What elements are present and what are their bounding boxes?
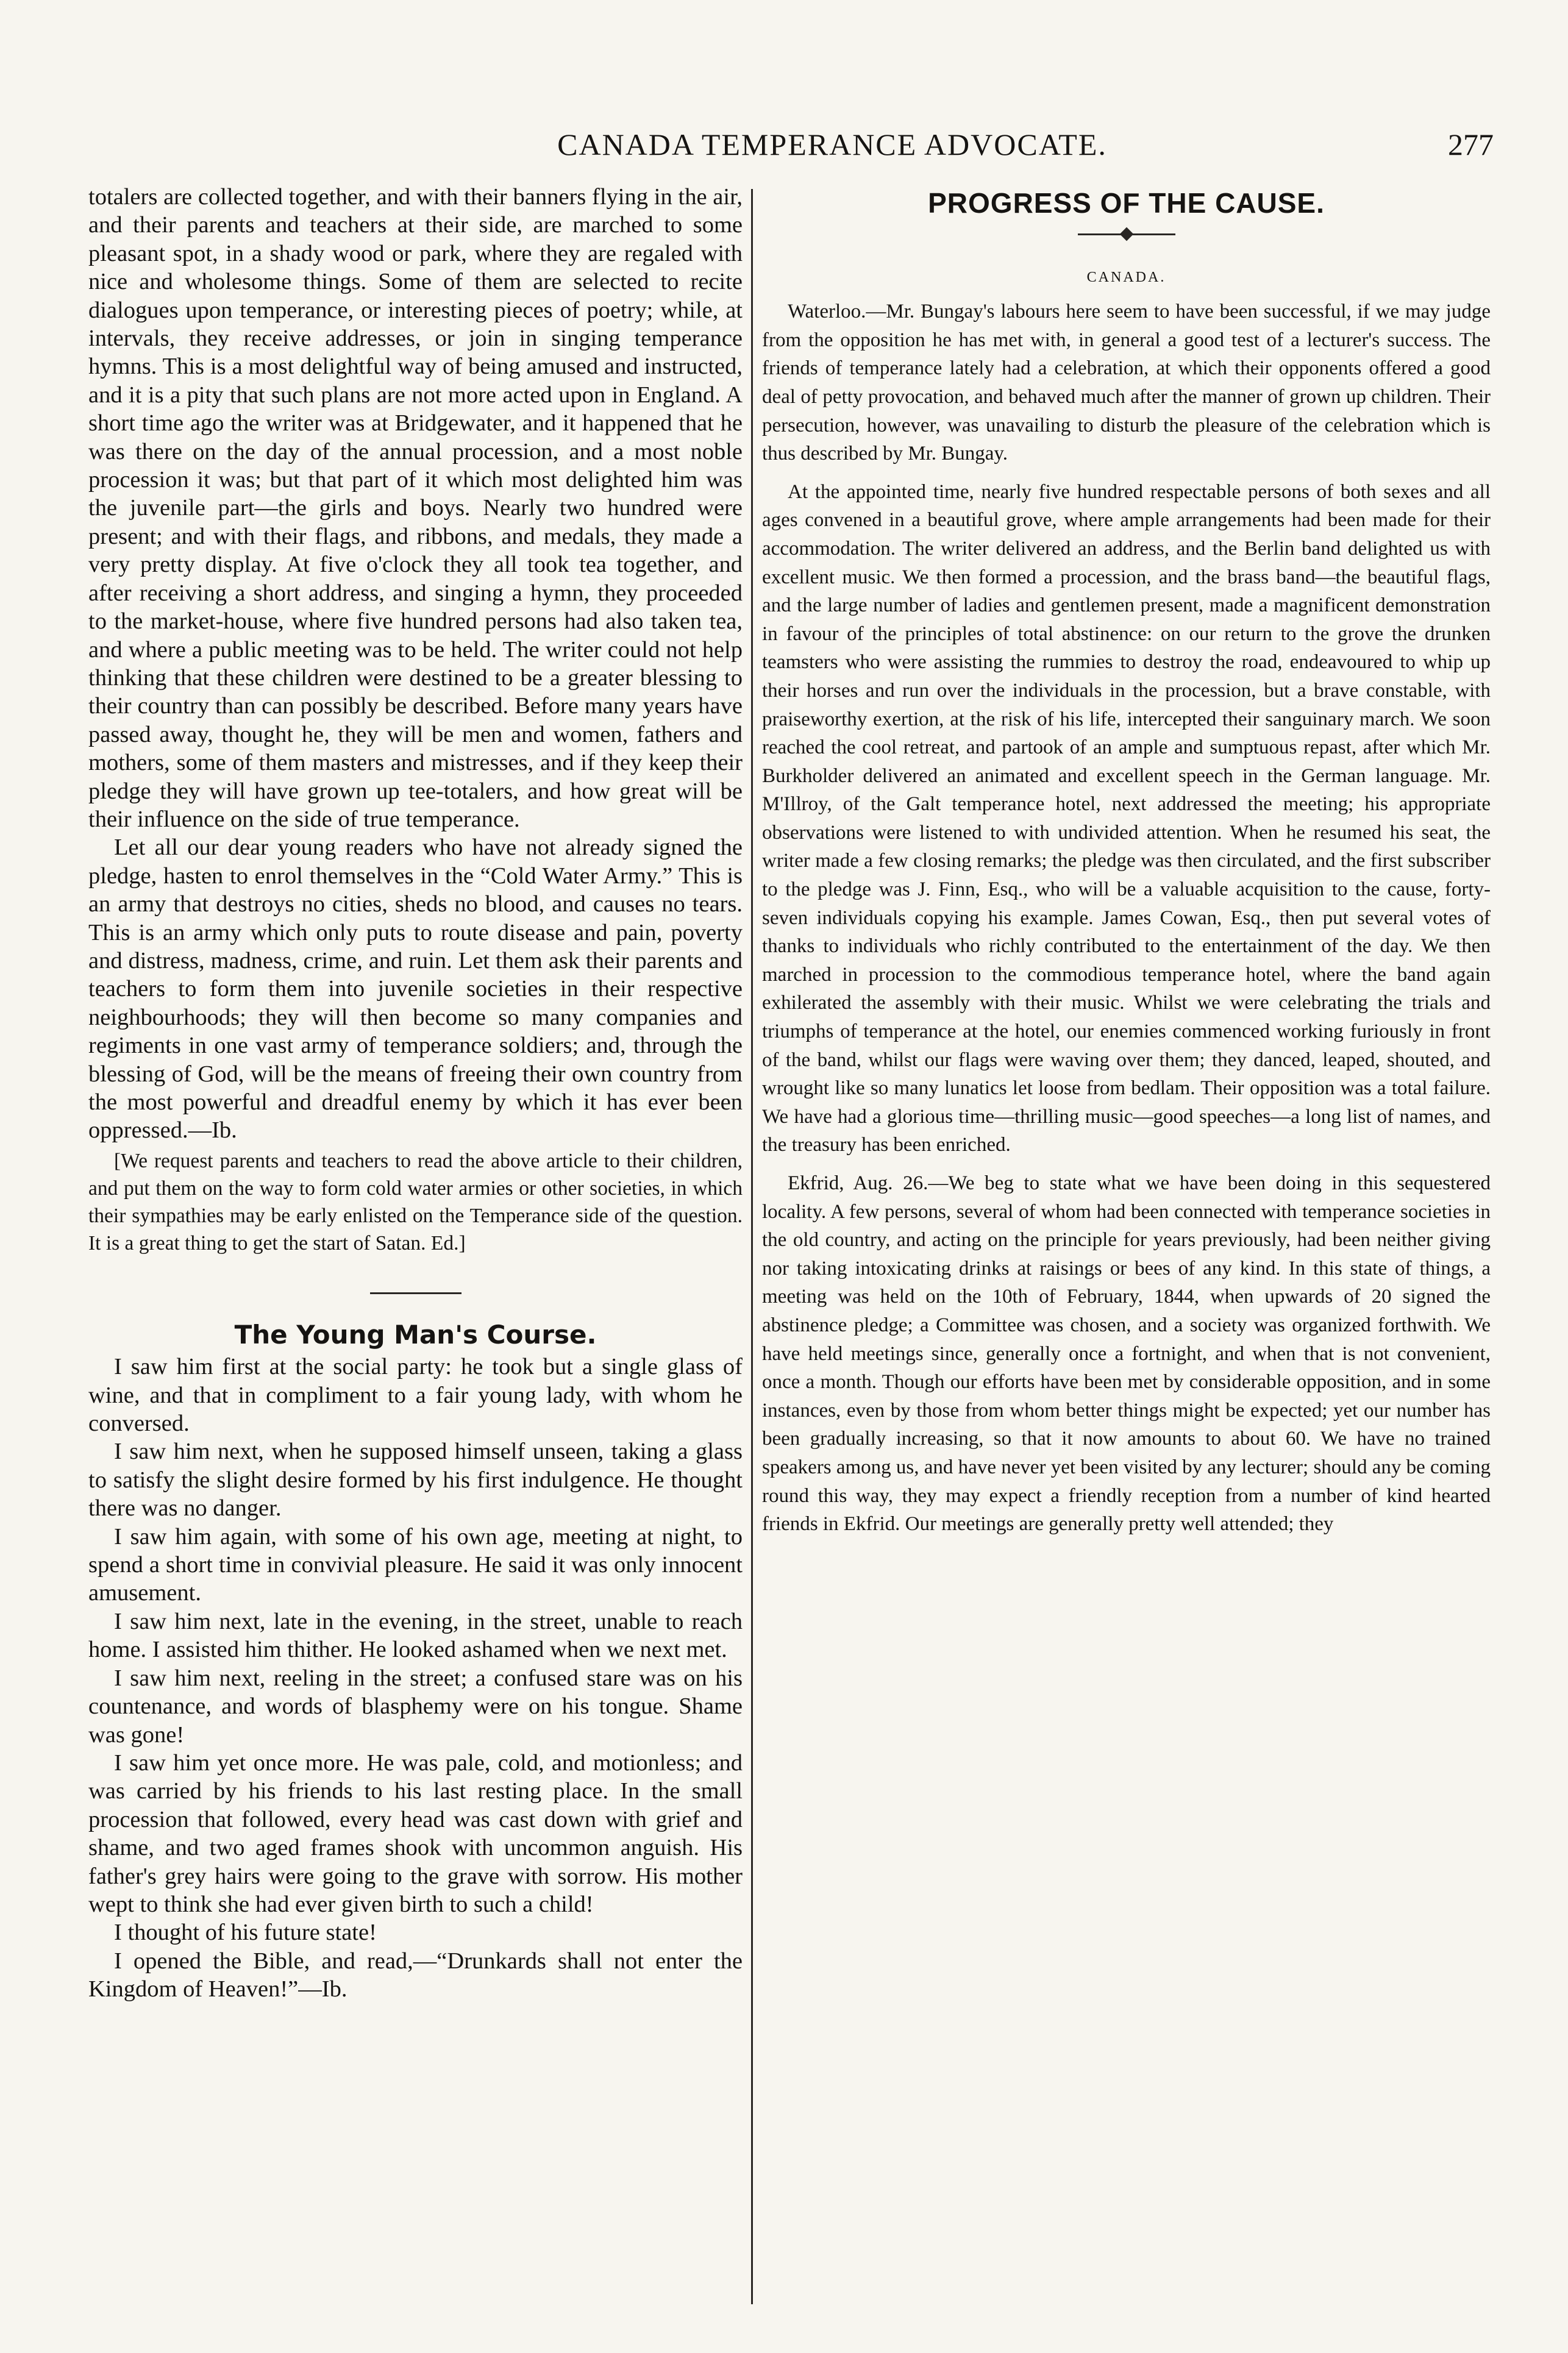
article-paragraph: I saw him next, reeling in the street; a confused stare was on his countenance, and words of blasphemy were on his tongue. Shame was gone!: [88, 1665, 743, 1748]
article-paragraph: At the appointed time, nearly five hundred respectable persons of both sexes and all ages convened in a beautiful grove, where ample arrangements had been made for their accommodation. The writer delivered an address, and the Berlin band delighted us with excellent music. We then formed a procession, and the brass band—the beautiful flags, and the large number of ladies and gentlemen present, made a magnificent demonstration in favour of the principles of total abstinence: on our return to the grove the drunken teamsters who were assisting the rummies to destroy the road, endeavoured to whip up their horses and run over the individuals in the procession, but a brave constable, with praiseworthy exertion, at the risk of his life, intercepted their sanguinary march. We soon reached the cool retreat, and partook of an ample and sumptuous repast, after which Mr. Burkholder delivered an animated and excellent speech in the German language. Mr. M'Illroy, of the Galt temperance hotel, next addressed the meeting; his appropriate observations were listened to with undivided attention. When he resumed his seat, the writer made a few closing remarks; the pledge was then circulated, and the first subscriber to the pledge was J. Finn, Esq., who will be a valuable acquisition to the cause, forty-seven individuals copying his example. James Cowan, Esq., then put several votes of thanks to individuals who richly contributed to the entertainment of the day. We then marched in procession to the commodious temperance hotel, where the band again exhilerated the assembly with their music. Whilst we were celebrating the trials and triumphs of temperance at the hotel, our enemies commenced working furiously in front of the band, whilst our flags were waving over them; they danced, leaped, shouted, and wrought like so many lunatics let loose from bedlam. Their opposition was a total failure. We have had a glorious time—thrilling music—good speeches—a long list of names, and the treasury has been enriched.: [762, 480, 1491, 1156]
ornament-rule: [1078, 233, 1175, 235]
article-paragraph: I thought of his future state!: [114, 1920, 377, 1946]
article-paragraph: I saw him yet once more. He was pale, cold, and motionless; and was carried by his friends to his last resting place. In the small procession that followed, every head was cast down with grief and shame, and two aged frames shook with uncommon anguish. His father's grey hairs were going to the grave with sorrow. His mother wept to think she had ever given birth to such a child!: [88, 1750, 743, 1917]
running-head: [171, 127, 1494, 165]
subsection-title: CANADA.: [1086, 269, 1166, 285]
article-paragraph: Waterloo.—Mr. Bungay's labours here seem to have been successful, if we may judge from the opposition he has met with, in general a good test of a lecturer's success. The friends of temperance lately had a celebration, at which their opponents offered a good deal of petty provocation, and behaved much after the manner of grown up children. Their persecution, however, was unavailing to disturb the pleasure of the celebration which is thus described by Mr. Bungay.: [762, 301, 1491, 465]
article-paragraph: I saw him next, when he supposed himself unseen, taking a glass to satisfy the slight desire formed by his first indulgence. He thought there was no danger.: [88, 1439, 743, 1522]
running-head-title: CANADA TEMPERANCE ADVOCATE.: [557, 127, 1107, 162]
article-paragraph: Ekfrid, Aug. 26.—We beg to state what we have been doing in this sequestered locality. A few persons, several of whom had been connected with temperance societies in the old country, and acting on the principle for years previously, had been neither giving nor taking intoxicating drinks at raisings or bees of any kind. In this state of things, a meeting was held on the 10th of February, 1844, when upwards of 20 signed the abstinence pledge; a Committee was chosen, and a society was organized forthwith. We have held meetings since, generally once a fortnight, and when that is not convenient, once a month. Though our efforts have been met by considerable opposition, and in some instances, even by those from whom better things might be expected; yet our number has been gradually increasing, so that it now amounts to about 60. We have no trained speakers among us, and have never yet been visited by any lecturer; should any be coming round this way, they may expect a friendly reception from a number of kind hearted friends in Ekfrid. Our meetings are generally pretty well attended; they: [762, 1172, 1491, 1536]
article-title: The Young Man's Course.: [234, 1319, 597, 1350]
article-paragraph: I saw him first at the social party: he took but a single glass of wine, and that in compliment to a fair young lady, with whom he conversed.: [88, 1354, 743, 1437]
right-column: [762, 183, 1491, 2310]
article-paragraph: totalers are collected together, and with their banners flying in the air, and their parents and teachers at their side, are marched to some pleasant spot, in a shady wood or park, where they are regaled with nice and wholesome things. Some of them are selected to recite dialogues upon temperance, or interesting pieces of poetry; while, at intervals, they receive addresses, or join in singing temperance hymns. This is a most delightful way of being amused and instructed, and it is a pity that such plans are not more acted upon in England. A short time ago the writer was at Bridgewater, and it happened that he was there on the day of the annual procession, and a most noble procession it was; but that part of it which most delighted him was the juvenile part—the girls and boys. Nearly two hundred were present; and with their flags, and ribbons, and medals, they made a very pretty display. At five o'clock they all took tea together, and after receiving a short address, and singing a hymn, they proceeded to the market-house, where five hundred persons had also taken tea, and where a public meeting was to be held. The writer could not help thinking that these children were destined to be a greater blessing to their country than can possibly be described. Before many years have passed away, thought he, they will be men and women, fathers and mothers, some of them masters and mistresses, and if they keep their pledge they will have grown up tee-totalers, and how great will be their influence on the side of true temperance.: [88, 184, 743, 832]
article-paragraph: Let all our dear young readers who have not already signed the pledge, hasten to enrol themselves in the “Cold Water Army.” This is an army that destroys no cities, sheds no blood, and causes no tears. This is an army which only puts to route disease and pain, poverty and distress, madness, crime, and ruin. Let them ask their parents and teachers to form them into juvenile societies in their respective neighbourhoods; they will then become so many companies and regiments in one vast army of temperance soldiers; and, through the blessing of God, will be the means of freeing their own country from the most powerful and dreadful enemy by which it has ever been oppressed.—Ib.: [88, 835, 743, 1144]
editor-note: [We request parents and teachers to read the above article to their children, and put them on the way to form cold water armies or other societies, in which their sympathies may be early enlisted on the Temperance side of the question. It is a great thing to get the start of Satan. Ed.]: [88, 1149, 743, 1255]
column-divider: [751, 189, 753, 2304]
article-paragraph: I opened the Bible, and read,—“Drunkards shall not enter the Kingdom of Heaven!”—Ib.: [88, 1948, 743, 2002]
left-column: [88, 183, 743, 2310]
article-paragraph: I saw him again, with some of his own age, meeting at night, to spend a short time in convivial pleasure. He said it was only innocent amusement.: [88, 1523, 743, 1606]
page-number: 277: [1448, 127, 1494, 162]
section-title: PROGRESS OF THE CAUSE.: [928, 187, 1325, 219]
section-rule: [370, 1292, 461, 1294]
article-paragraph: I saw him next, late in the evening, in the street, unable to reach home. I assisted him thither. He looked ashamed when we next met.: [88, 1608, 743, 1663]
